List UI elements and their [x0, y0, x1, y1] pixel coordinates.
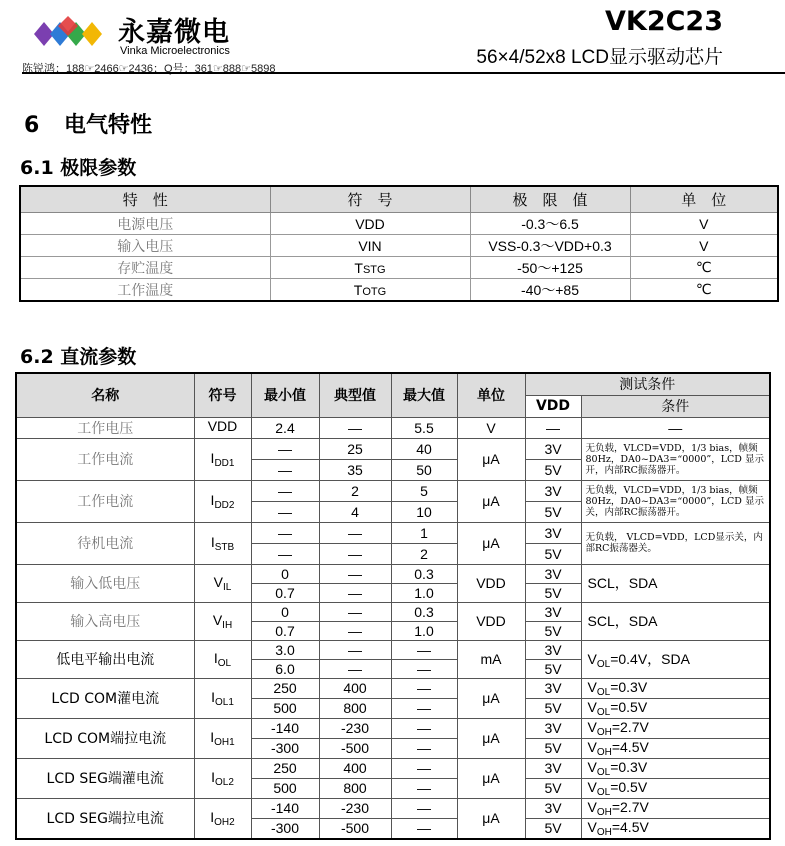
param-name: 工作电流	[16, 438, 194, 480]
param-name: LCD COM端拉电流	[16, 718, 194, 758]
max-value: 1	[391, 522, 457, 543]
param-symbol	[194, 718, 251, 758]
cond-sub: OL	[596, 658, 611, 670]
header-cell: 最小值	[251, 373, 319, 417]
unit: μA	[457, 480, 525, 522]
company-logo	[22, 12, 114, 56]
cond-symbol: V	[587, 778, 597, 795]
typ-value: —	[319, 602, 391, 621]
param-symbol	[270, 235, 470, 257]
param-symbol	[194, 522, 251, 564]
cond-symbol: V	[587, 650, 597, 667]
cond-text: =4.5V	[611, 818, 649, 835]
vdd-value: 5V	[525, 778, 581, 798]
table-row	[16, 758, 770, 778]
min-value: 0.7	[251, 621, 319, 640]
max-value: 10	[391, 501, 457, 522]
vdd-value: 5V	[525, 583, 581, 602]
cond-sub: OH	[596, 826, 612, 838]
param-symbol	[270, 279, 470, 302]
unit: ℃	[630, 257, 778, 279]
header-cell: 条件	[581, 395, 770, 417]
cond-sub: OL	[596, 766, 611, 778]
cond-symbol: V	[587, 798, 597, 815]
typ-value: 2	[319, 480, 391, 501]
symbol-main: I	[211, 688, 215, 705]
min-value: 6.0	[251, 659, 319, 678]
table-row	[16, 438, 770, 459]
unit: VDD	[457, 564, 525, 602]
min-value: 0	[251, 602, 319, 621]
param-name: LCD SEG端灌电流	[16, 758, 194, 798]
symbol-sub: OTG	[362, 285, 387, 298]
header-cell: VDD	[525, 395, 581, 417]
symbol-sub: DD2	[214, 499, 235, 511]
param-symbol	[194, 564, 251, 602]
cond-text: =0.5V	[610, 698, 648, 715]
dc-params-table	[15, 372, 771, 840]
cond-sub: OH	[596, 726, 612, 738]
max-value: —	[391, 818, 457, 839]
cond-symbol: V	[587, 718, 597, 735]
max-value: 50	[391, 459, 457, 480]
typ-value: —	[319, 621, 391, 640]
min-value: 3.0	[251, 640, 319, 659]
symbol-main: I	[213, 649, 218, 666]
section-title: 电气特性	[64, 113, 153, 138]
table-row	[16, 480, 770, 501]
table-row	[20, 213, 778, 235]
header-cell: 单 位	[630, 186, 778, 213]
max-value: —	[391, 778, 457, 798]
symbol-main: I	[210, 808, 215, 825]
typ-value: 25	[319, 438, 391, 459]
vdd-value: 5V	[525, 659, 581, 678]
subsection-abs-max-title: 6.1 极限参数	[20, 157, 137, 179]
subsection-dc-title: 6.2 直流参数	[20, 346, 137, 368]
condition	[581, 678, 770, 698]
typ-value: —	[319, 583, 391, 602]
param-symbol	[194, 438, 251, 480]
condition-note: 无负载， VLCD=VDD，LCD显示关，内部RC振荡器关。	[581, 522, 770, 564]
unit: VDD	[457, 602, 525, 640]
condition: SCL，SDA	[581, 602, 770, 640]
cond-text: =0.3V	[610, 758, 648, 775]
max-value: —	[391, 659, 457, 678]
param-name: 电源电压	[20, 213, 270, 235]
min-value: -140	[251, 718, 319, 738]
table-row	[20, 257, 778, 279]
max-value: 2	[391, 543, 457, 564]
param-symbol	[270, 213, 470, 235]
max-value: —	[391, 698, 457, 718]
section-number: 6	[24, 113, 40, 138]
table-row	[16, 602, 770, 621]
condition	[581, 778, 770, 798]
condition	[581, 758, 770, 778]
vdd-value: 5V	[525, 459, 581, 480]
header-cell: 单位	[457, 373, 525, 417]
max-value: —	[391, 738, 457, 758]
min-value: —	[251, 459, 319, 480]
symbol-main: I	[210, 728, 215, 745]
vdd-value: 3V	[525, 602, 581, 621]
brand-name-en: Vinka Microelectronics	[120, 45, 230, 57]
symbol-main: I	[210, 491, 215, 508]
param-name: 输入电压	[20, 235, 270, 257]
header-cell: 典型值	[319, 373, 391, 417]
cond-sub: OH	[596, 746, 612, 758]
model-number: VK2C23	[605, 6, 723, 37]
abs-max-header-row	[20, 186, 778, 213]
vdd-value: 5V	[525, 738, 581, 758]
typ-value: —	[319, 522, 391, 543]
cond-sub: OL	[596, 786, 611, 798]
symbol-sub: IL	[223, 581, 232, 593]
min-value: 250	[251, 678, 319, 698]
max-value: 5	[391, 480, 457, 501]
param-name: 工作温度	[20, 279, 270, 302]
condition	[581, 798, 770, 818]
min-value: 500	[251, 698, 319, 718]
vdd-value: 5V	[525, 543, 581, 564]
cond-text: =4.5V	[611, 738, 649, 755]
min-value: —	[251, 501, 319, 522]
param-name: LCD COM灌电流	[16, 678, 194, 718]
section-heading	[24, 108, 152, 139]
cond-text: =0.4V，SDA	[610, 650, 690, 667]
vdd-value: 3V	[525, 480, 581, 501]
symbol-main: T	[353, 281, 363, 298]
max-value: 1.0	[391, 621, 457, 640]
limit-value: -40～+85	[470, 279, 630, 302]
min-value: 0	[251, 564, 319, 583]
param-name: 工作电流	[16, 480, 194, 522]
unit: μA	[457, 438, 525, 480]
vdd-value: 3V	[525, 678, 581, 698]
max-value: —	[391, 718, 457, 738]
unit: mA	[457, 640, 525, 678]
typ-value: 800	[319, 698, 391, 718]
condition: SCL，SDA	[581, 564, 770, 602]
param-symbol	[194, 640, 251, 678]
min-value: -300	[251, 738, 319, 758]
typ-value: —	[319, 543, 391, 564]
typ-value: -500	[319, 818, 391, 839]
cond-text: =0.3V	[610, 678, 648, 695]
unit: μA	[457, 678, 525, 718]
min-value: 500	[251, 778, 319, 798]
vdd-value: 3V	[525, 640, 581, 659]
table-row	[20, 235, 778, 257]
unit: V	[630, 213, 778, 235]
typ-value: 400	[319, 678, 391, 698]
min-value: —	[251, 480, 319, 501]
cond-symbol: V	[587, 738, 597, 755]
symbol-main: VDD	[207, 418, 238, 434]
vdd-value: 3V	[525, 438, 581, 459]
cond-symbol: V	[587, 698, 597, 715]
condition	[581, 818, 770, 839]
unit: V	[457, 417, 525, 438]
param-symbol	[194, 417, 251, 438]
max-value: 1.0	[391, 583, 457, 602]
max-value: —	[391, 678, 457, 698]
vdd-value: 3V	[525, 758, 581, 778]
param-name: 待机电流	[16, 522, 194, 564]
param-name: 工作电压	[16, 417, 194, 438]
vdd-value: 3V	[525, 522, 581, 543]
typ-value: —	[319, 659, 391, 678]
table-row	[20, 279, 778, 302]
symbol-main: V	[213, 573, 223, 590]
symbol-sub: OL	[217, 657, 232, 669]
typ-value: -230	[319, 718, 391, 738]
max-value: —	[391, 640, 457, 659]
max-value: —	[391, 798, 457, 818]
dc-header-row	[16, 373, 770, 395]
vdd-value: 5V	[525, 501, 581, 522]
unit: μA	[457, 522, 525, 564]
unit: μA	[457, 718, 525, 758]
limit-value: -50～+125	[470, 257, 630, 279]
symbol-sub: OH1	[214, 736, 235, 748]
cond-symbol: V	[587, 678, 597, 695]
table-row	[16, 718, 770, 738]
unit: μA	[457, 758, 525, 798]
typ-value: 800	[319, 778, 391, 798]
symbol-sub: IH	[222, 619, 233, 631]
condition	[581, 718, 770, 738]
abs-max-table	[19, 185, 779, 302]
cond-text: =0.5V	[610, 778, 648, 795]
max-value: 40	[391, 438, 457, 459]
symbol-sub: OL1	[214, 696, 234, 708]
condition	[581, 640, 770, 678]
header-divider	[22, 72, 785, 74]
min-value: 250	[251, 758, 319, 778]
cond-text: =2.7V	[611, 798, 649, 815]
limit-value: VSS-0.3～VDD+0.3	[470, 235, 630, 257]
cond-sub: OL	[596, 686, 611, 698]
header-cell: 测试条件	[525, 373, 770, 395]
min-value: —	[251, 438, 319, 459]
typ-value: 4	[319, 501, 391, 522]
symbol-main: I	[210, 533, 215, 550]
vdd-value: 5V	[525, 698, 581, 718]
unit: ℃	[630, 279, 778, 302]
table-row	[16, 564, 770, 583]
param-name: LCD SEG端拉电流	[16, 798, 194, 839]
table-row	[16, 522, 770, 543]
header-cell: 特 性	[20, 186, 270, 213]
symbol-sub: DD1	[214, 457, 235, 469]
condition: —	[581, 417, 770, 438]
cond-sub: OL	[596, 706, 611, 718]
condition-note: 无负载，VLCD=VDD，1/3 bias，帧频80Hz，DA0~DA3=“0000”，LCD 显示关，内部RC振荡器开。	[581, 480, 770, 522]
param-symbol	[194, 602, 251, 640]
condition	[581, 698, 770, 718]
unit: μA	[457, 798, 525, 839]
vdd-value: 5V	[525, 621, 581, 640]
symbol-sub: STB	[214, 541, 235, 553]
symbol-main: VIN	[358, 237, 382, 254]
typ-value: 35	[319, 459, 391, 480]
param-symbol	[194, 480, 251, 522]
limit-value: -0.3～6.5	[470, 213, 630, 235]
brand-name-cn: 永嘉微电	[118, 17, 230, 48]
cond-text: =2.7V	[611, 718, 649, 735]
cond-symbol: V	[587, 758, 597, 775]
typ-value: -230	[319, 798, 391, 818]
contact-info: 陈锐鸿：188☞2466☞2436；Q号：361☞888☞5898	[22, 63, 276, 75]
typ-value: —	[319, 417, 391, 438]
min-value: —	[251, 543, 319, 564]
min-value: 2.4	[251, 417, 319, 438]
typ-value: —	[319, 640, 391, 659]
symbol-sub: OH2	[214, 816, 235, 828]
condition	[581, 738, 770, 758]
min-value: -140	[251, 798, 319, 818]
max-value: 0.3	[391, 602, 457, 621]
typ-value: -500	[319, 738, 391, 758]
symbol-main: VDD	[355, 215, 385, 232]
header-cell: 最大值	[391, 373, 457, 417]
symbol-sub: STG	[362, 263, 386, 276]
vdd-value: —	[525, 417, 581, 438]
header-cell: 极 限 值	[470, 186, 630, 213]
symbol-sub: OL2	[214, 776, 234, 788]
param-symbol	[194, 678, 251, 718]
param-name: 低电平输出电流	[16, 640, 194, 678]
table-row	[16, 417, 770, 438]
min-value: 0.7	[251, 583, 319, 602]
min-value: -300	[251, 818, 319, 839]
typ-value: 400	[319, 758, 391, 778]
header-cell: 符号	[194, 373, 251, 417]
param-symbol	[194, 758, 251, 798]
param-name: 存贮温度	[20, 257, 270, 279]
vdd-value: 3V	[525, 798, 581, 818]
cond-sub: OH	[596, 806, 612, 818]
header-cell: 名称	[16, 373, 194, 417]
param-symbol	[270, 257, 470, 279]
symbol-main: V	[212, 611, 223, 628]
param-symbol	[194, 798, 251, 839]
vdd-value: 3V	[525, 564, 581, 583]
vdd-value: 3V	[525, 718, 581, 738]
table-row	[16, 640, 770, 659]
param-name: 输入低电压	[16, 564, 194, 602]
doc-subtitle: 56×4/52x8 LCD显示驱动芯片	[476, 47, 723, 68]
vdd-value: 5V	[525, 818, 581, 839]
symbol-main: T	[354, 259, 363, 276]
header-cell: 符 号	[270, 186, 470, 213]
min-value: —	[251, 522, 319, 543]
param-name: 输入高电压	[16, 602, 194, 640]
typ-value: —	[319, 564, 391, 583]
max-value: 0.3	[391, 564, 457, 583]
table-row	[16, 798, 770, 818]
symbol-main: I	[211, 768, 215, 785]
condition-note: 无负载，VLCD=VDD，1/3 bias，帧频80Hz，DA0~DA3=“0000”，LCD 显示开，内部RC振荡器开。	[581, 438, 770, 480]
unit: V	[630, 235, 778, 257]
symbol-main: I	[210, 449, 215, 466]
cond-symbol: V	[587, 818, 597, 835]
max-value: 5.5	[391, 417, 457, 438]
max-value: —	[391, 758, 457, 778]
table-row	[16, 678, 770, 698]
